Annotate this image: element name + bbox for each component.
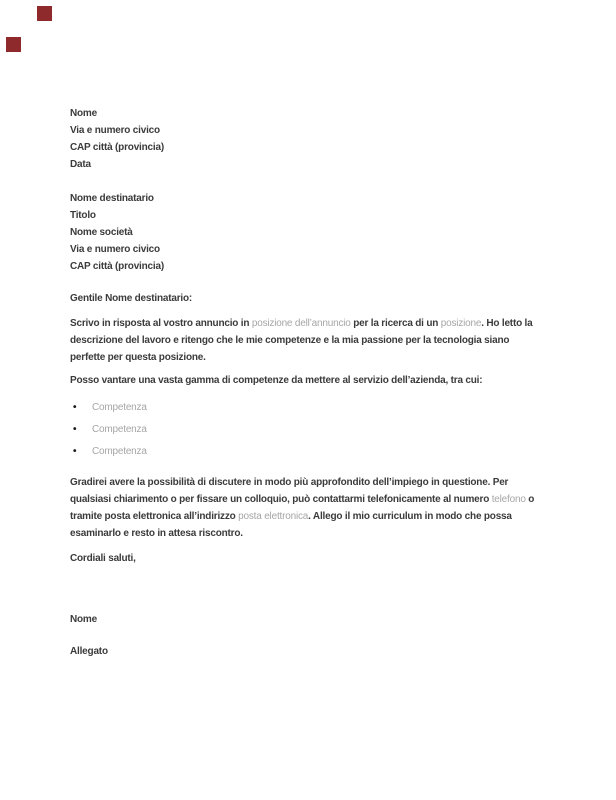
para1-text-1: Scrivo in risposta al vostro annuncio in [70, 318, 252, 329]
recipient-title: Titolo [70, 210, 96, 221]
sender-address-block [70, 105, 542, 173]
placeholder-posizione[interactable]: posizione [440, 318, 482, 329]
placeholder-competenza-2[interactable]: Competenza [92, 424, 147, 435]
sender-city: CAP città (provincia) [70, 142, 164, 153]
recipient-name: Nome destinatario [70, 193, 154, 204]
bullet-icon: • [73, 446, 77, 457]
sender-name: Nome [70, 108, 97, 119]
skills-list [70, 399, 542, 465]
recipient-address-block [70, 190, 542, 275]
decor-square-top [37, 6, 52, 21]
decor-square-left [6, 37, 21, 52]
placeholder-telefono[interactable]: telefono [491, 494, 526, 505]
placeholder-posizione-annuncio[interactable]: posizione dell’annuncio [251, 318, 351, 329]
sender-street: Via e numero civico [70, 125, 160, 136]
closing-salutation: Cordiali saluti, [70, 553, 136, 564]
skills-intro-paragraph: Posso vantare una vasta gamma di competenze da mettere al servizio dell’azienda, tra cui: [70, 375, 483, 386]
enclosure-note: Allegato [70, 646, 108, 657]
body-paragraph-contact [70, 474, 542, 542]
para3-text-2: o tramite posta elettronica all’indirizzo [70, 494, 535, 522]
recipient-city: CAP città (provincia) [70, 261, 164, 272]
para3-text-1: Gradirei avere la possibilità di discutere in modo più approfondito dell’impiego in questione. Per qualsiasi chiarimento o per fissare un colloquio, può contattarmi telefonicamente al numero [70, 477, 509, 505]
recipient-company: Nome società [70, 227, 133, 238]
sender-date: Data [70, 159, 91, 170]
signature-name: Nome [70, 614, 97, 625]
bullet-icon: • [73, 402, 77, 413]
salutation: Gentile Nome destinatario: [70, 293, 193, 304]
recipient-street: Via e numero civico [70, 244, 160, 255]
bullet-icon: • [73, 424, 77, 435]
body-paragraph-intro [70, 315, 542, 366]
para1-text-2: per la ricerca di un [350, 318, 441, 329]
skills-list-item [70, 399, 542, 416]
placeholder-posta-elettronica[interactable]: posta elettronica [238, 511, 309, 522]
placeholder-competenza-3[interactable]: Competenza [92, 446, 147, 457]
skills-list-item [70, 443, 542, 460]
skills-list-item [70, 421, 542, 438]
para3-text-3: . Allego il mio curriculum in modo che possa esaminarlo e resto in attesa riscontro. [70, 511, 512, 539]
para1-text-3: . Ho letto la descrizione del lavoro e ritengo che le mie competenze e la mia passione per la tecnologia siano perfette per questa posizione. [70, 318, 533, 363]
placeholder-competenza-1[interactable]: Competenza [92, 402, 147, 413]
